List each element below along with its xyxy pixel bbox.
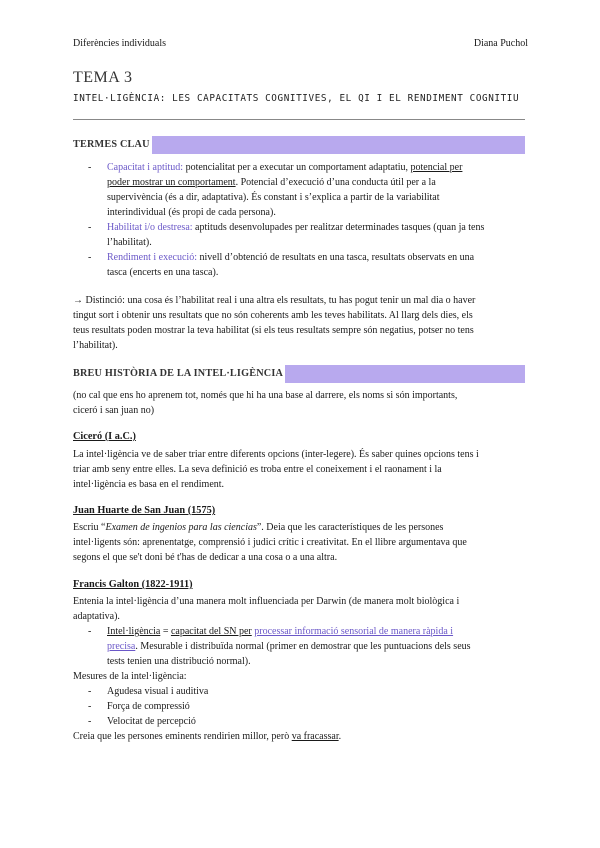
section-highlight-bar xyxy=(285,365,525,383)
list-item xyxy=(107,160,462,175)
list-item-text: nivell d’obtenció de resultats en una tasca, resultats observats en una xyxy=(196,252,475,263)
list-item xyxy=(107,624,453,639)
list-item-cont: tasca (encerts en una tasca). xyxy=(107,267,219,278)
underlined-text: potencial per xyxy=(410,162,463,173)
header-left: Diferències individuals xyxy=(73,38,167,49)
list-item xyxy=(107,250,474,265)
subheading-cicero: Ciceró (I a.C.) xyxy=(73,431,136,442)
term-label: Capacitat i aptitud: xyxy=(107,162,184,173)
note-line: → Distinció: una cosa és l’habilitat real i una altra els resultats, tu has pogut tenir un mal dia o haver xyxy=(73,295,476,306)
note-line: teus resultats poden mostrar la teva habilitat (si els teus resultats sempre són negatius, potser no tens xyxy=(73,325,474,336)
list-item-cont: l’habilitat). xyxy=(107,237,152,248)
page-title: TEMA 3 xyxy=(73,69,133,86)
text: . xyxy=(338,731,342,742)
paragraph-line: La intel·ligència ve de saber triar entre diferents opcions (inter-legere). És saber quines opcions tens i xyxy=(73,449,479,460)
underlined-text: poder mostrar un comportament xyxy=(107,177,236,188)
text: ”. Deia que les característiques de les persones xyxy=(256,522,444,533)
text: . Mesurable i distribuïda normal (primer en demostrar que les puntuacions dels seus xyxy=(135,641,471,652)
paragraph-line xyxy=(73,729,341,744)
list-item: Força de compressió xyxy=(107,701,190,712)
paragraph-line: segons el que se't doni bé t'has de dedicar a una cosa o a una altra. xyxy=(73,552,338,563)
underlined-text: va fracassar xyxy=(291,731,339,742)
measures-list xyxy=(88,684,388,729)
list-item-text: potencialitat per a executar un comportament adaptatiu, xyxy=(183,162,411,173)
bullet-dash: - xyxy=(88,222,92,233)
measures-label: Mesures de la intel·ligència: xyxy=(73,671,187,682)
paragraph-line: triar amb seny entre elles. La seva definició es troba entre el coneixement i el raonament i la xyxy=(73,464,442,475)
header-right: Diana Puchol xyxy=(473,38,528,49)
list-item-text: . Potencial d’execució d’una conducta útil per a la xyxy=(235,177,436,188)
text: Creia que les persones eminents rendirien millor, però xyxy=(73,731,292,742)
term-label: Habilitat i/o destresa: xyxy=(107,222,193,233)
intro-line: ciceró i san juan no) xyxy=(73,405,155,416)
highlighted-text: processar informació sensorial de manera ràpida i xyxy=(254,626,454,637)
subheading-huarte: Juan Huarte de San Juan (1575) xyxy=(73,505,216,516)
text: Escriu “ xyxy=(73,522,106,533)
title-divider xyxy=(73,119,525,120)
list-item: Agudesa visual i auditiva xyxy=(107,686,209,697)
paragraph-line xyxy=(73,520,443,535)
paragraph-line: intel·ligència es basa en el rendiment. xyxy=(73,479,225,490)
bullet-list-termes xyxy=(88,160,528,280)
bullet-dash: - xyxy=(88,701,92,712)
galton-bullet xyxy=(88,624,528,669)
list-item xyxy=(107,220,484,235)
bullet-dash: - xyxy=(88,716,92,727)
paragraph-line: adaptativa). xyxy=(73,611,120,622)
book-title: Examen de ingenios para las ciencias xyxy=(105,522,257,533)
bullet-dash: - xyxy=(88,162,92,173)
note-line: l’habilitat). xyxy=(73,340,118,351)
note-line: tingut sort i obtenir uns resultats que no són coherents amb les teves habilitats. Al llarg dels dies, els xyxy=(73,310,473,321)
text: = xyxy=(160,626,171,637)
bullet-dash: - xyxy=(88,626,92,637)
paragraph-line: Entenia la intel·ligència d’una manera molt influenciada per Darwin (de manera molt biològica i xyxy=(73,596,460,607)
subheading-galton: Francis Galton (1822-1911) xyxy=(73,579,193,590)
section-heading-historia: BREU HISTÒRIA DE LA INTEL·LIGÈNCIA xyxy=(73,368,284,379)
underlined-text: Intel·ligència xyxy=(107,626,161,637)
underlined-text: capacitat del SN per xyxy=(170,626,252,637)
section-heading-termes-clau: TERMES CLAU xyxy=(73,139,150,150)
bullet-dash: - xyxy=(88,252,92,263)
section-highlight-bar xyxy=(152,136,525,154)
list-item-cont xyxy=(107,639,471,654)
intro-line: (no cal que ens ho aprenem tot, només que hi ha una base al darrere, els noms si són importants, xyxy=(73,390,458,401)
list-item-cont: tests tenien una distribució normal). xyxy=(107,656,251,667)
page-subtitle: INTEL·LIGÈNCIA: LES CAPACITATS COGNITIVES, EL QI I EL RENDIMENT COGNITIU xyxy=(73,93,520,104)
highlighted-text: precisa xyxy=(107,641,136,652)
list-item-text: aptituds desenvolupades per realitzar determinades tasques (quan ja tens xyxy=(192,222,485,233)
list-item-cont: supervivència (és a dir, adaptativa). És constant i s’explica a partir de la variabilitat xyxy=(107,192,440,203)
list-item-cont: interindividual (és propi de cada persona). xyxy=(107,207,276,218)
list-item-cont xyxy=(107,175,436,190)
paragraph-line: intel·ligents són: aprenentatge, comprensió i judici crític i creativitat. En el llibre argumentava que xyxy=(73,537,467,548)
bullet-dash: - xyxy=(88,686,92,697)
term-label: Rendiment i execució: xyxy=(107,252,197,263)
list-item: Velocitat de percepció xyxy=(107,716,196,727)
